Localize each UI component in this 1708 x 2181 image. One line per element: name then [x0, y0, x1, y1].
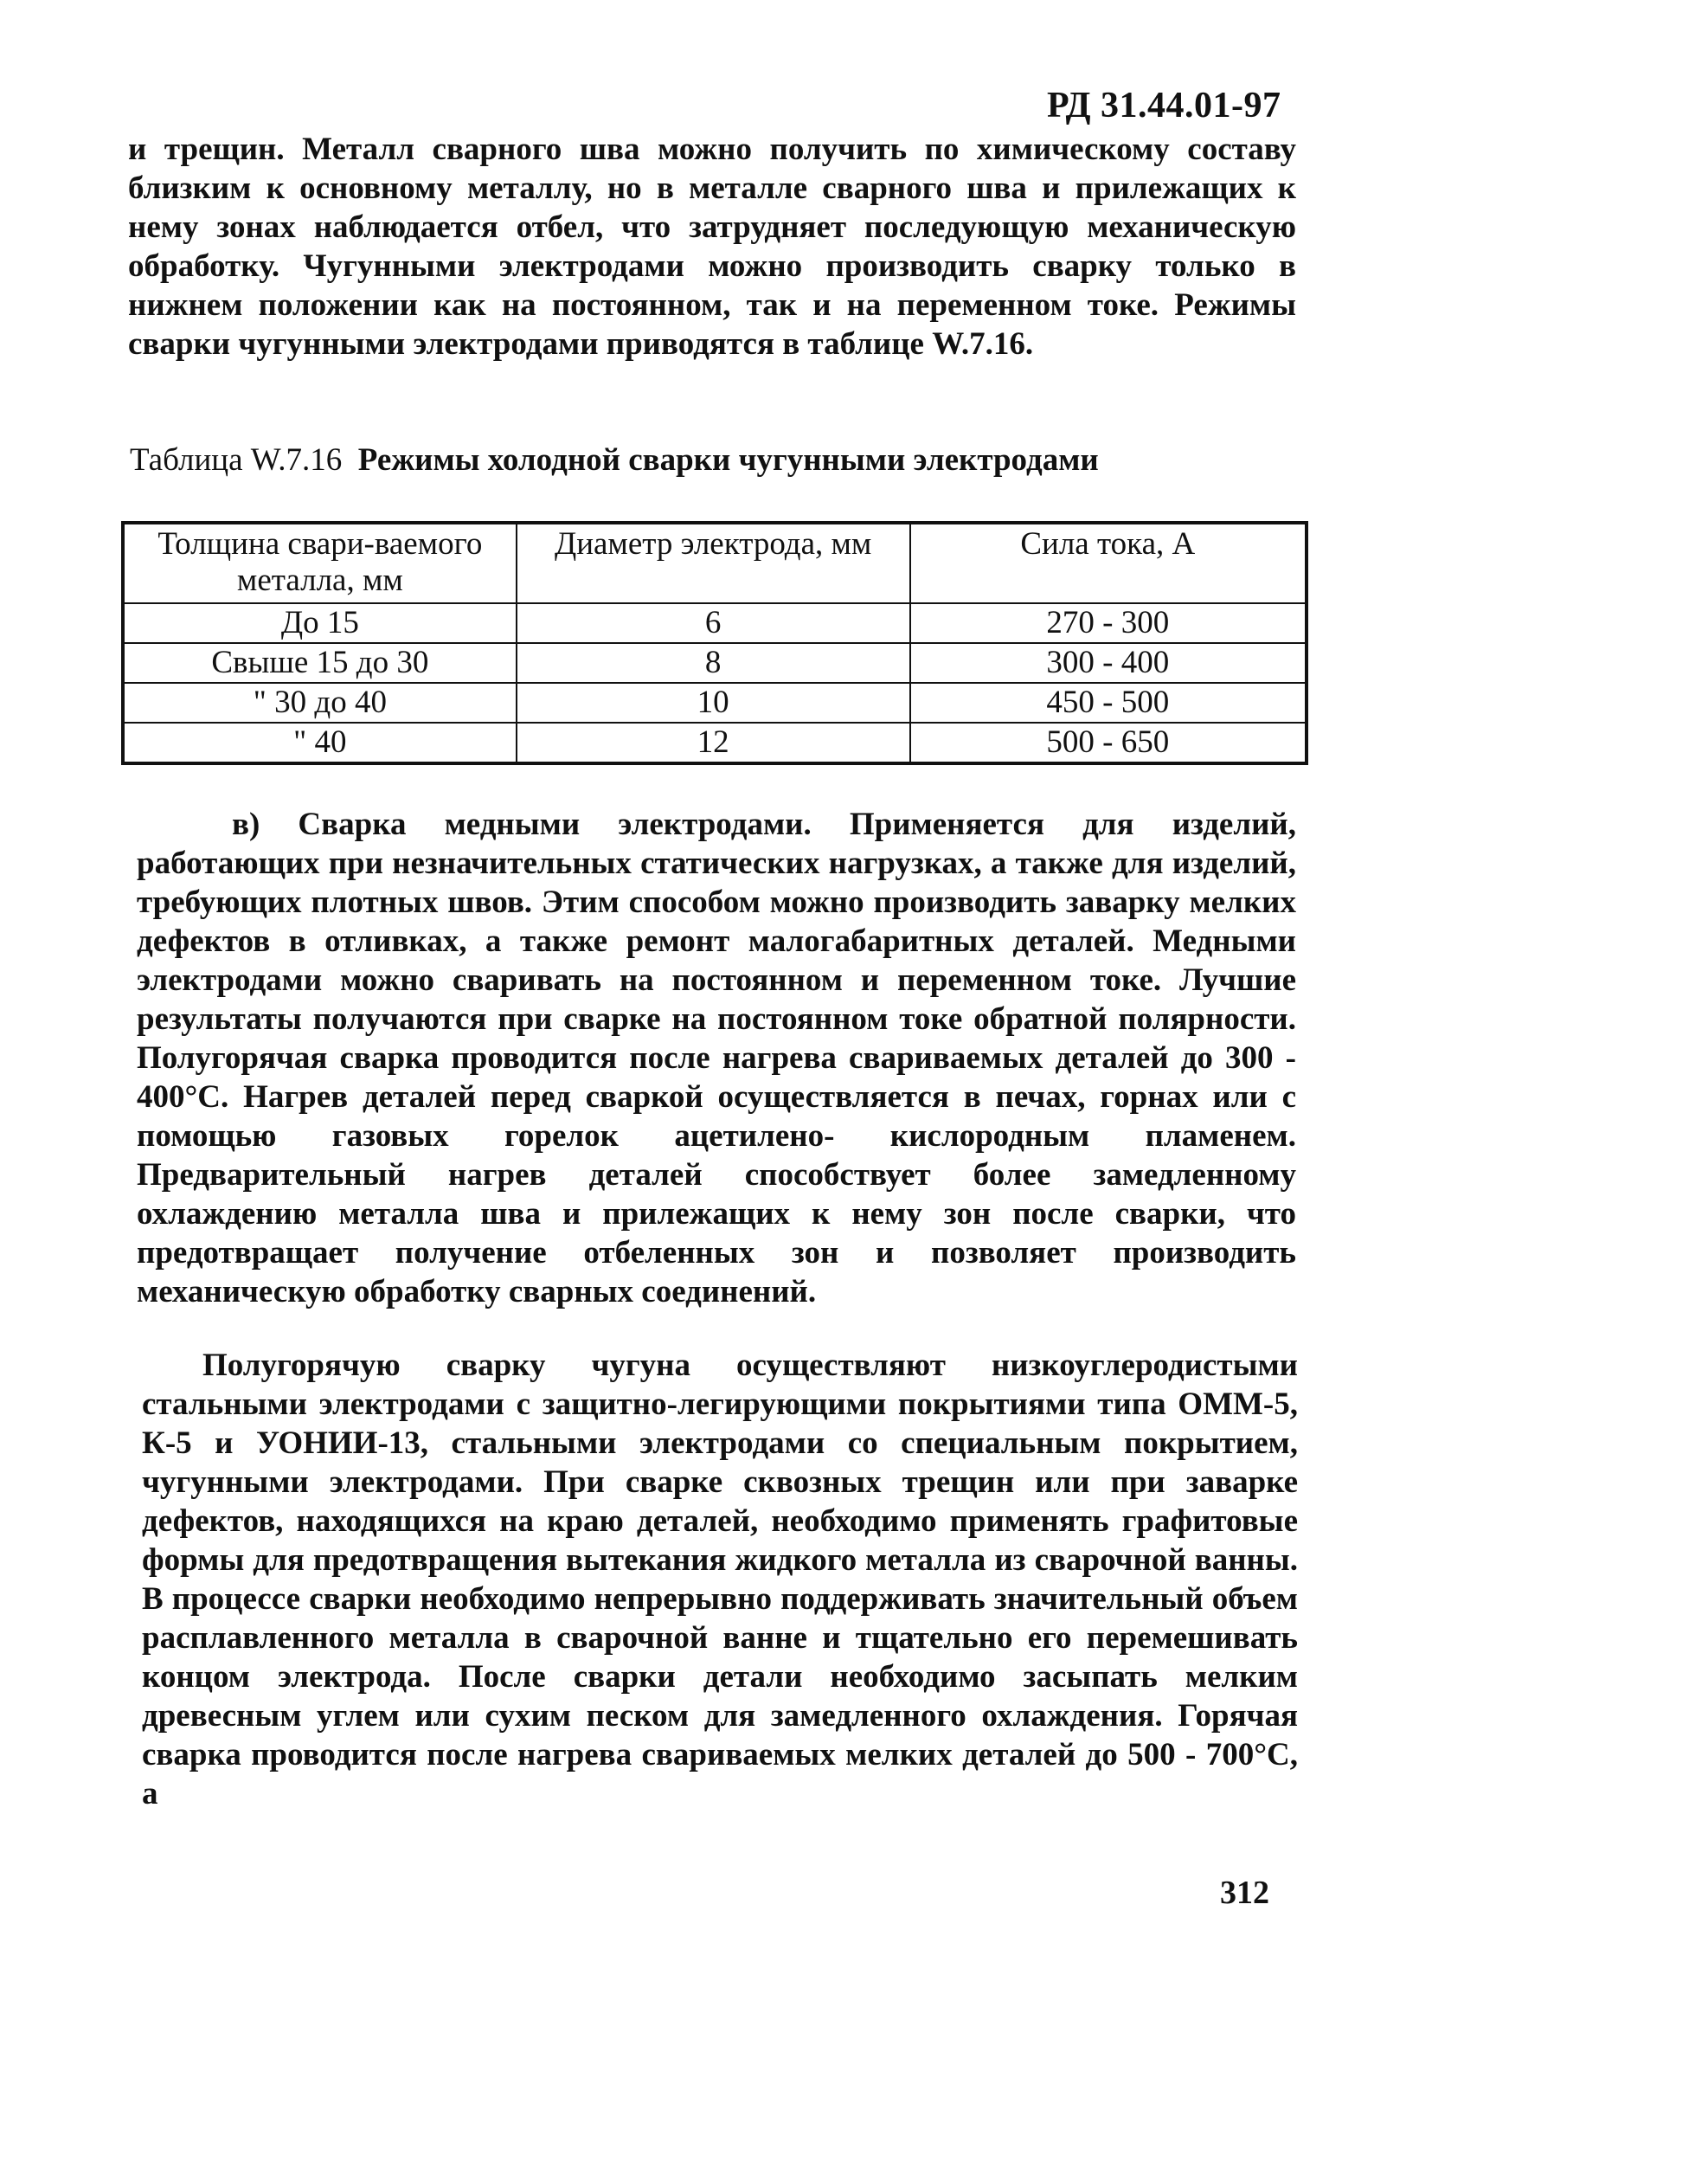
- cell-thickness: До 15: [123, 603, 517, 643]
- cell-diameter: 12: [517, 723, 910, 763]
- column-header-diameter: Диаметр электрода, мм: [517, 523, 910, 603]
- column-header-current: Сила тока, А: [910, 523, 1307, 603]
- cell-current: 270 - 300: [910, 603, 1307, 643]
- intro-paragraph: и трещин. Металл сварного шва можно получить по химическому составу близким к основному металлу, но в металле сварного шва и прилежащих к нему зонах наблюдается отбел, что затрудняет последующую механическую обработку. Чугунными электродами можно производить сварку только в нижнем положении как на постоянном, так и на переменном токе. Режимы сварки чугунными электродами приводятся в таблице W.7.16.: [128, 132, 1296, 362]
- page-number: 312: [1220, 1875, 1269, 1911]
- table-caption-label: Таблица W.7.16: [130, 442, 343, 478]
- cell-thickness: " 40: [123, 723, 517, 763]
- table-header-row: [123, 523, 1307, 603]
- column-header-thickness: Толщина свари-ваемого металла, мм: [123, 523, 517, 603]
- table-row: [123, 723, 1307, 763]
- cell-diameter: 10: [517, 683, 910, 723]
- table-row: [123, 683, 1307, 723]
- cell-current: 300 - 400: [910, 643, 1307, 683]
- semi-hot-welding-paragraph: Полугорячую сварку чугуна осуществляют низкоуглеродистыми стальными электродами с защитно-легирующими покрытиями типа ОММ-5, К-5 и УОНИИ-13, стальными электродами со специальным покрытием, чугунными электродами. При сварке сквозных трещин или при заварке дефектов, находящихся на краю деталей, необходимо применять графитовые формы для предотвращения вытекания жидкого металла из сварочной ванны. В процессе сварки необходимо непрерывно поддерживать значительный объем расплавленного металла в сварочной ванне и тщательно его перемешивать концом электрода. После сварки детали необходимо засыпать мелким древесным углем или сухим песком для замедленного охлаждения. Горячая сварка проводится после нагрева свариваемых мелких деталей до 500 - 700°С, а: [142, 1348, 1298, 1811]
- cell-thickness: " 30 до 40: [123, 683, 517, 723]
- welding-modes-table: [121, 521, 1308, 765]
- cell-thickness: Свыше 15 до 30: [123, 643, 517, 683]
- cell-current: 450 - 500: [910, 683, 1307, 723]
- table-caption-title: Режимы холодной сварки чугунными электродами: [357, 442, 1099, 478]
- table-row: [123, 643, 1307, 683]
- cell-current: 500 - 650: [910, 723, 1307, 763]
- section-b-label: в) Сварка медными электродами.: [232, 807, 812, 842]
- table-caption: [130, 441, 1099, 479]
- section-b-paragraph: [137, 805, 1296, 1311]
- table-row: [123, 603, 1307, 643]
- section-b-text: Применяется для изделий, работающих при незначительных статических нагрузках, а также для изделий, требующих плотных швов. Этим способом можно производить заварку мелких дефектов в отливках, а также ремонт малогабаритных деталей. Медными электродами можно сваривать на постоянном и переменном токе. Лучшие результаты получаются при сварке на постоянном токе обратной полярности. Полугорячая сварка проводится после нагрева свариваемых деталей до 300 - 400°С. Нагрев деталей перед сваркой осуществляется в печах, горнах или с помощью газовых горелок ацетилено- кислородным пламенем. Предварительный нагрев деталей способствует более замедленному охлаждению металла шва и прилежащих к нему зон после сварки, что предотвращает получение отбеленных зон и позволяет производить механическую обработку сварных соединений.: [137, 807, 1296, 1309]
- document-code: РД 31.44.01-97: [1047, 86, 1281, 125]
- cell-diameter: 8: [517, 643, 910, 683]
- cell-diameter: 6: [517, 603, 910, 643]
